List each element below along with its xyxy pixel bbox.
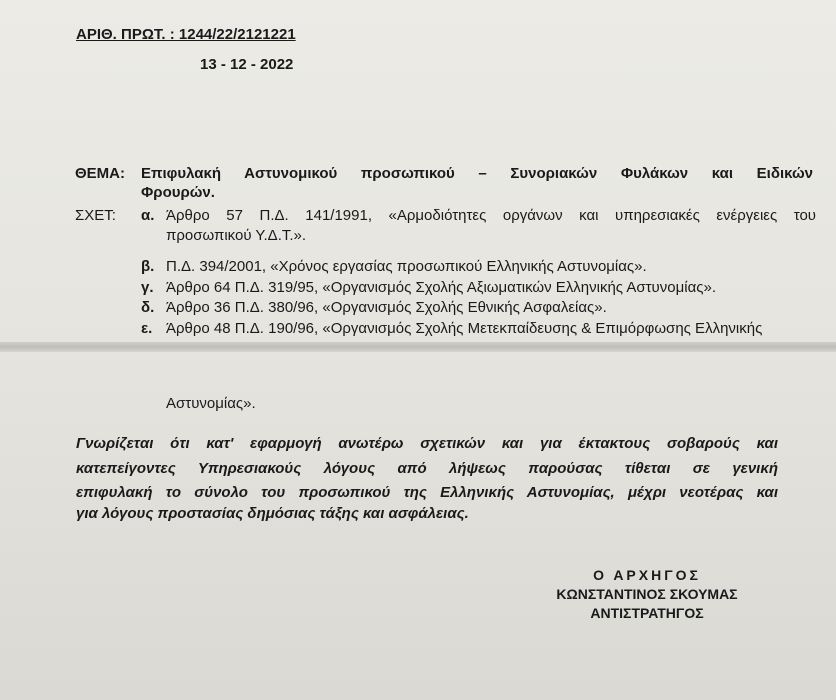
body-text-line: επιφυλακή το σύνολο του προσωπικού της Ελληνικής Αστυνομίας, μέχρι νεοτέρας και	[76, 484, 778, 501]
reference-text-d: Άρθρο 36 Π.Δ. 380/96, «Οργανισμός Σχολής Εθνικής Ασφαλείας».	[166, 299, 607, 316]
reference-letter-e: ε.	[141, 320, 153, 337]
body-text-line: Γνωρίζεται ότι κατ' εφαρμογή ανωτέρω σχετικών και για έκτακτους σοβαρούς και	[76, 435, 778, 452]
reference-letter-d: δ.	[141, 299, 155, 316]
body-text-line: κατεπείγοντες Υπηρεσιακούς λόγους από λήψεως παρούσας τίθεται σε γενική	[76, 460, 778, 477]
body-text-line: για λόγους προστασίας δημόσιας τάξης και ασφάλειας.	[76, 505, 469, 522]
subject-text-line1: Επιφυλακή Αστυνομικού προσωπικού – Συνοριακών Φυλάκων και Ειδικών	[141, 165, 813, 182]
signature-name: ΚΩΝΣΤΑΝΤΙΝΟΣ ΣΚΟΥΜΑΣ	[556, 586, 738, 602]
reference-text-b: Π.Δ. 394/2001, «Χρόνος εργασίας προσωπικού Ελληνικής Αστυνομίας».	[166, 258, 647, 275]
page-break-band	[0, 342, 836, 352]
reference-text-a-continuation: προσωπικού Υ.Δ.Τ.».	[166, 227, 307, 244]
reference-page-continuation: Αστυνομίας».	[166, 395, 256, 412]
signature-rank: ΑΝΤΙΣΤΡΑΤΗΓΟΣ	[590, 605, 704, 621]
subject-text-line2: Φρουρών.	[141, 184, 215, 201]
protocol-number: ΑΡΙΘ. ΠΡΩΤ. : 1244/22/2121221	[76, 26, 296, 43]
reference-text-c: Άρθρο 64 Π.Δ. 319/95, «Οργανισμός Σχολής Αξιωματικών Ελληνικής Αστυνομίας».	[166, 279, 716, 296]
reference-letter-c: γ.	[141, 279, 154, 296]
reference-text-a: Άρθρο 57 Π.Δ. 141/1991, «Αρμοδιότητες οργάνων και υπηρεσιακές ενέργειες του	[166, 207, 816, 224]
document-date: 13 - 12 - 2022	[200, 56, 294, 73]
reference-letter-a: α.	[141, 207, 155, 224]
references-label: ΣΧΕΤ:	[75, 207, 116, 224]
reference-text-e: Άρθρο 48 Π.Δ. 190/96, «Οργανισμός Σχολής Μετεκπαίδευσης & Επιμόρφωσης Ελληνικής	[166, 320, 763, 337]
reference-letter-b: β.	[141, 258, 155, 275]
signature-title: Ο ΑΡΧΗΓΟΣ	[593, 567, 701, 583]
subject-label: ΘΕΜΑ:	[75, 165, 125, 182]
